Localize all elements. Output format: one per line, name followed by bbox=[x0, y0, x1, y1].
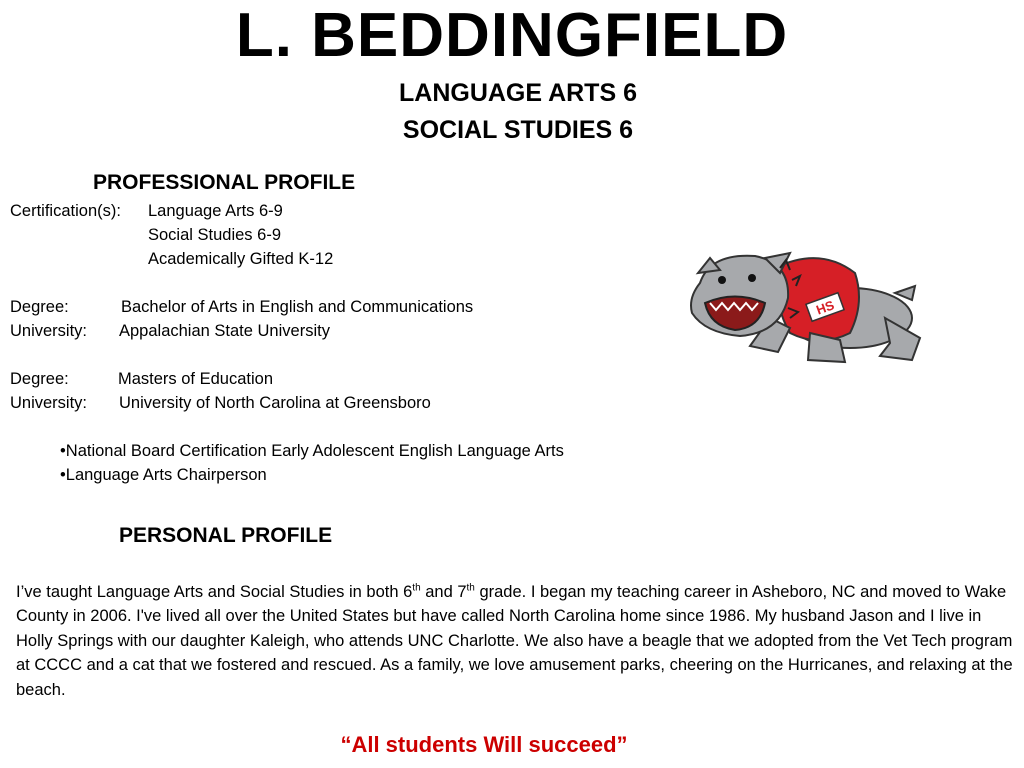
degree-label: Degree: bbox=[10, 298, 69, 316]
personal-profile-heading: PERSONAL PROFILE bbox=[119, 524, 333, 547]
degree-label: Degree: bbox=[10, 370, 69, 388]
bullet-item: •Language Arts Chairperson bbox=[60, 466, 267, 484]
subject-1: LANGUAGE ARTS 6 bbox=[399, 79, 637, 107]
certification-item: Social Studies 6-9 bbox=[148, 226, 281, 244]
bullet-text: Language Arts Chairperson bbox=[65, 466, 267, 484]
page-title: L. BEDDINGFIELD bbox=[235, 1, 789, 70]
motto-quote: “All students Will succeed” bbox=[340, 732, 628, 757]
university-value: University of North Carolina at Greensboro bbox=[119, 394, 431, 412]
bulldog-mascot-icon bbox=[680, 248, 925, 370]
certification-item: Language Arts 6-9 bbox=[148, 202, 283, 220]
certification-label: Certification(s): bbox=[10, 202, 121, 220]
bullet-item: •National Board Certification Early Adolescent English Language Arts bbox=[60, 442, 564, 460]
degree-value: Masters of Education bbox=[118, 370, 273, 388]
university-value: Appalachian State University bbox=[119, 322, 330, 340]
subject-2: SOCIAL STUDIES 6 bbox=[402, 116, 634, 144]
degree-value: Bachelor of Arts in English and Communications bbox=[121, 298, 474, 316]
certification-item: Academically Gifted K-12 bbox=[148, 250, 334, 268]
mascot-letters: HS bbox=[814, 297, 837, 318]
professional-profile-heading: PROFESSIONAL PROFILE bbox=[93, 171, 356, 194]
bullet-text: National Board Certification Early Adolescent English Language Arts bbox=[65, 442, 564, 460]
personal-paragraph: I’ve taught Language Arts and Social Studies in both 6th and 7th grade. I began my teaching career in Asheboro, NC and moved to Wake County in 2006. I've lived all over the United States but have called North Carolina home since 1986. My husband Jason and I live in Holly Springs with our daughter Kaleigh, who attends UNC Charlotte. We also have a beagle that we adopted from the Vet Tech program at CCCC and a cat that we fostered and rescued. As a family, we love amusement parks, cheering on the Hurricanes, and relaxing at the beach. bbox=[16, 582, 1013, 699]
university-label: University: bbox=[10, 322, 88, 340]
university-label: University: bbox=[10, 394, 88, 412]
